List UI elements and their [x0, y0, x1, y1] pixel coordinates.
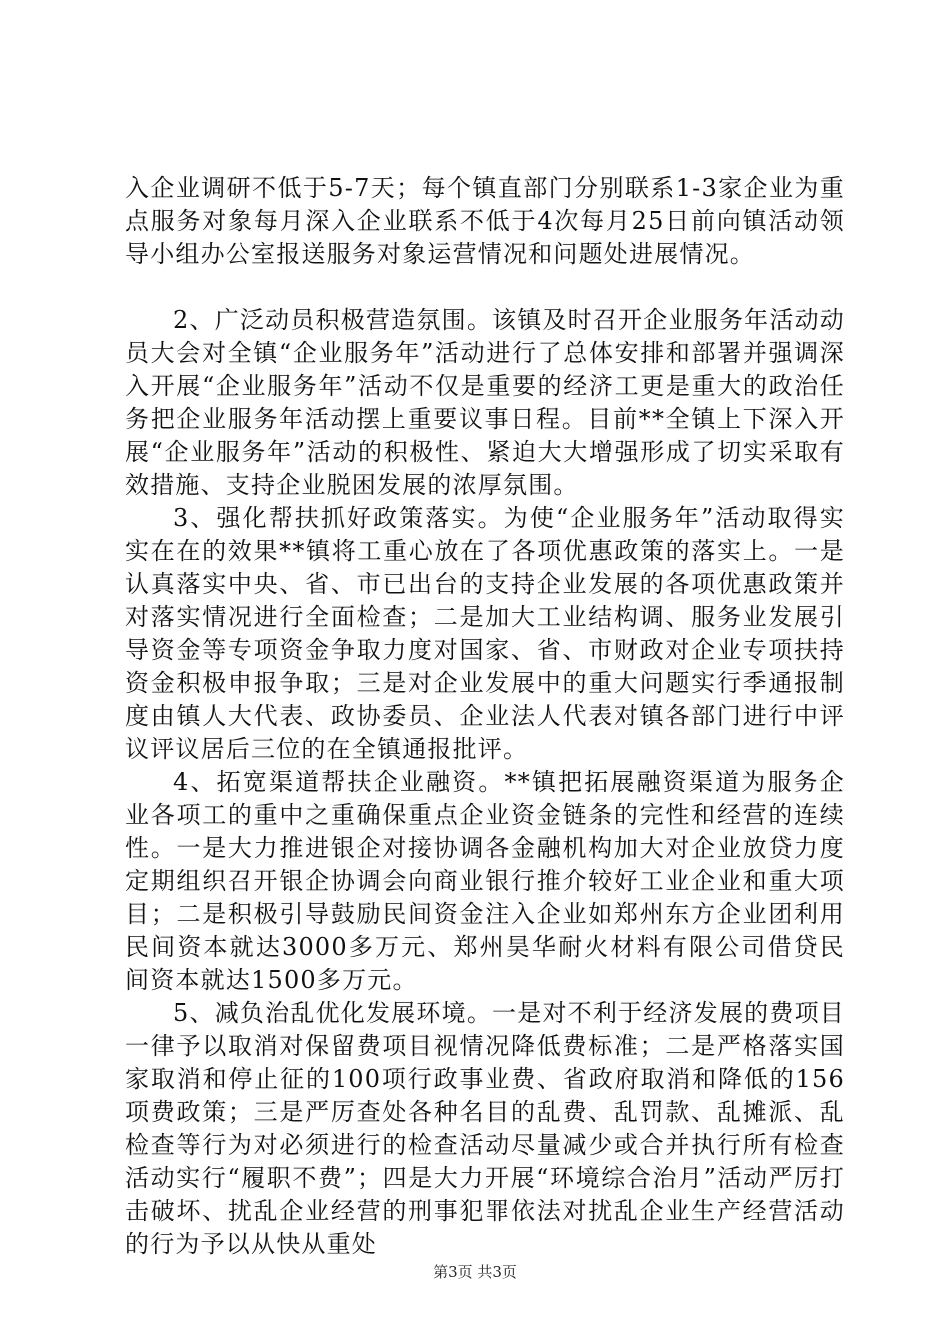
paragraph-5: 5、减负治乱优化发展环境。一是对不利于经济发展的费项目一律予以取消对保留费项目视情况降低费标准；二是严格落实国家取消和停止征的100项行政事业费、省政府取消和降低的156项费政策；三是严厉查处各种名目的乱费、乱罚款、乱摊派、乱检查等行为对必须进行的检查活动尽量减少或合并执行所有检查活动实行“履职不费”；四是大力开展“环境综合治月”活动严厉打击破坏、扰乱企业经营的刑事犯罪依法对扰乱企业生产经营活动的行为予以从快从重处 [125, 999, 845, 1258]
page-number-footer: 第3页 共3页 [433, 1263, 517, 1281]
document-body [125, 172, 845, 1261]
paragraph-continued: 入企业调研不低于5-7天；每个镇直部门分别联系1-3家企业为重点服务对象每月深入企业联系不低于4次每月25日前向镇活动领导小组办公室报送服务对象运营情况和问题处进展情况。 [125, 174, 845, 268]
paragraph-2: 2、广泛动员积极营造氛围。该镇及时召开企业服务年活动动员大会对全镇“企业服务年”活动进行了总体安排和部署并强调深入开展“企业服务年”活动不仅是重要的经济工更是重大的政治任务把企业服务年活动摆上重要议事日程。目前**全镇上下深入开展“企业服务年”活动的积极性、紧迫大大增强形成了切实采取有效措施、支持企业脱困发展的浓厚氛围。 [125, 306, 845, 499]
paragraph-3: 3、强化帮扶抓好政策落实。为使“企业服务年”活动取得实实在在的效果**镇将工重心放在了各项优惠政策的落实上。一是认真落实中央、省、市已出台的支持企业发展的各项优惠政策并对落实情况进行全面检查；二是加大工业结构调、服务业发展引导资金等专项资金争取力度对国家、省、市财政对企业专项扶持资金积极申报争取；三是对企业发展中的重大问题实行季通报制度由镇人大代表、政协委员、企业法人代表对镇各部门进行中评议评议居后三位的在全镇通报批评。 [125, 504, 845, 763]
paragraph-4: 4、拓宽渠道帮扶企业融资。**镇把拓展融资渠道为服务企业各项工的重中之重确保重点企业资金链条的完性和经营的连续性。一是大力推进银企对接协调各金融机构加大对企业放贷力度定期组织召开银企协调会向商业银行推介较好工业企业和重大项目；二是积极引导鼓励民间资金注入企业如郑州东方企业团利用民间资本就达3000多万元、郑州昊华耐火材料有限公司借贷民间资本就达1500多万元。 [125, 768, 845, 994]
